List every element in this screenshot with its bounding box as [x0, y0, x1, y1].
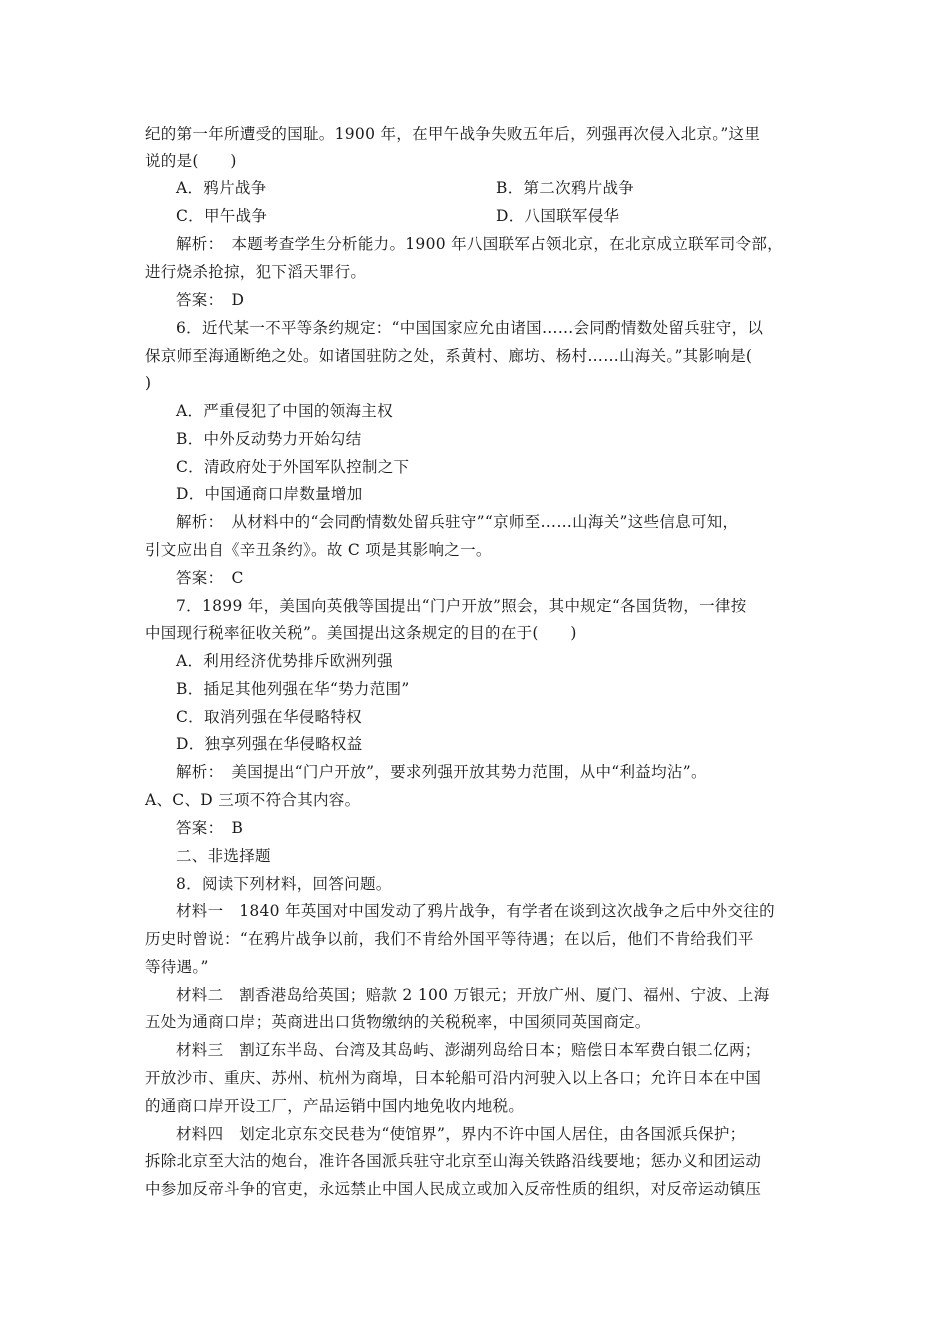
q6-stem-line-3: ) — [145, 374, 152, 392]
q5-option-a: A．鸦片战争 — [176, 179, 267, 197]
q7-analysis-line-1: 解析： 美国提出“门户开放”，要求列强开放其势力范围，从中“利益均沾”。 — [176, 763, 707, 781]
q7-option-b: B．插足其他列强在华“势力范围” — [176, 680, 410, 698]
q8-material-2-line-1: 材料二 割香港岛给英国；赔款 2 100 万银元；开放广州、厦门、福州、宁波、上海 — [176, 986, 770, 1004]
q6-option-b: B．中外反动势力开始勾结 — [176, 430, 362, 448]
q7-answer: 答案： B — [176, 819, 244, 837]
q6-option-a: A．严重侵犯了中国的领海主权 — [176, 402, 393, 420]
q6-option-d: D．中国通商口岸数量增加 — [176, 485, 363, 503]
q8-material-1-line-1: 材料一 1840 年英国对中国发动了鸦片战争，有学者在谈到这次战争之后中外交往的 — [176, 902, 775, 920]
q7-option-d: D．独享列强在华侵略权益 — [176, 735, 363, 753]
q7-analysis-line-2: A、C、D 三项不符合其内容。 — [145, 791, 361, 809]
q6-answer: 答案： C — [176, 569, 244, 587]
q8-stem: 8．阅读下列材料，回答问题。 — [176, 875, 392, 893]
q8-material-4-line-3: 中参加反帝斗争的官吏，永远禁止中国人民成立或加入反帝性质的组织，对反帝运动镇压 — [145, 1180, 762, 1198]
q7-stem-line-2: 中国现行税率征收关税”。美国提出这条规定的目的在于( ) — [145, 624, 577, 642]
q5-option-b: B．第二次鸦片战争 — [496, 179, 635, 197]
q7-stem-line-1: 7．1899 年，美国向英俄等国提出“门户开放”照会，其中规定“各国货物，一律按 — [176, 597, 747, 615]
q8-material-3-line-2: 开放沙市、重庆、苏州、杭州为商埠，日本轮船可沿内河驶入以上各口；允许日本在中国 — [145, 1069, 762, 1087]
q5-analysis-line-1: 解析： 本题考查学生分析能力。1900 年八国联军占领北京，在北京成立联军司令部， — [176, 235, 783, 253]
q5-stem-line-1: 纪的第一年所遭受的国耻。1900 年，在甲午战争失败五年后，列强再次侵入北京。”这里 — [145, 125, 761, 143]
q5-stem-line-2: 说的是( ) — [145, 152, 237, 170]
q5-answer: 答案： D — [176, 291, 245, 309]
q6-analysis-line-1: 解析： 从材料中的“会同酌情数处留兵驻守”“京师至……山海关”这些信息可知， — [176, 513, 739, 531]
q8-material-4-line-1: 材料四 划定北京东交民巷为“使馆界”，界内不许中国人居住，由各国派兵保护； — [176, 1125, 746, 1143]
q6-stem-line-2: 保京师至海通断绝之处。如诸国驻防之处，系黄村、廊坊、杨村……山海关。”其影响是( — [145, 347, 753, 365]
q7-option-a: A．利用经济优势排斥欧洲列强 — [176, 652, 393, 670]
q5-analysis-line-2: 进行烧杀抢掠，犯下滔天罪行。 — [145, 263, 367, 281]
q8-material-1-line-2: 历史时曾说：“在鸦片战争以前，我们不肯给外国平等待遇；在以后，他们不肯给我们平 — [145, 930, 754, 948]
q8-material-1-line-3: 等待遇。” — [145, 958, 209, 976]
q6-stem-line-1: 6．近代某一不平等条约规定：“中国国家应允由诸国……会同酌情数处留兵驻守，以 — [176, 319, 764, 337]
q8-material-4-line-2: 拆除北京至大沽的炮台，准许各国派兵驻守北京至山海关铁路沿线要地；惩办义和团运动 — [145, 1152, 762, 1170]
q6-analysis-line-2: 引文应出自《辛丑条约》。故 C 项是其影响之一。 — [145, 541, 492, 559]
q8-material-2-line-2: 五处为通商口岸；英商进出口货物缴纳的关税税率，中国须同英国商定。 — [145, 1013, 651, 1031]
q5-option-c: C．甲午战争 — [176, 207, 268, 225]
q8-material-3-line-1: 材料三 割辽东半岛、台湾及其岛屿、澎湖列岛给日本；赔偿日本军费白银二亿两； — [176, 1041, 761, 1059]
q7-option-c: C．取消列强在华侵略特权 — [176, 708, 362, 726]
q8-material-3-line-3: 的通商口岸开设工厂，产品运销中国内地免收内地税。 — [145, 1097, 525, 1115]
section-heading: 二、非选择题 — [176, 847, 271, 865]
q6-option-c: C．清政府处于外国军队控制之下 — [176, 458, 410, 476]
q5-option-d: D．八国联军侵华 — [496, 207, 620, 225]
